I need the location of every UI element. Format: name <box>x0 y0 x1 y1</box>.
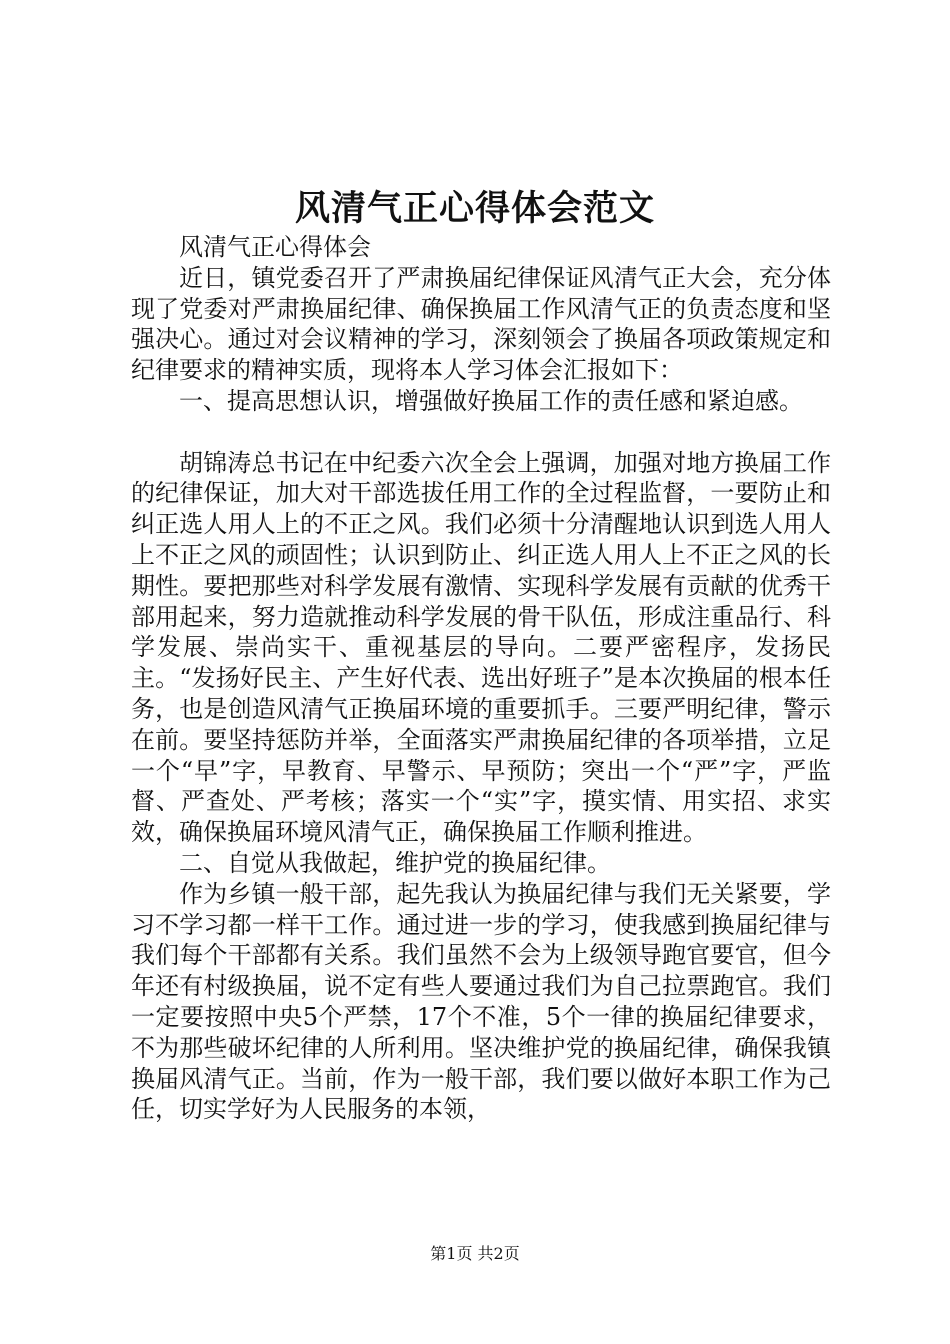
document-title: 风清气正心得体会范文 <box>294 188 655 229</box>
section-heading-1: 一、提高思想认识，增强做好换届工作的责任感和紧迫感。 <box>179 386 803 415</box>
subtitle-paragraph: 风清气正心得体会 <box>179 233 371 261</box>
section-1-paragraph: 胡锦涛总书记在中纪委六次全会上强调，加强对地方换届工作的纪律保证，加大对干部选拔任用工作的全过程监督，一要防止和纠正选人用人上的不正之风。我们必须十分清醒地认识到选人用人上不正之风的顽固性；认识到防止、纠正选人用人上不正之风的长期性。要把那些对科学发展有激情、实现科学发展有贡献的优秀干部用起来，努力造就推动科学发展的骨干队伍，形成注重品行、科学发展、崇尚实干、重视基层的导向。二要严密程序，发扬民主。“发扬好民主、产生好代表、选出好班子”是本次换届的根本任务，也是创造风清气正换届环境的重要抓手。三要严明纪律，警示在前。要坚持惩防并举，全面落实严肃换届纪律的各项举措，立足一个“早”字，早教育、早警示、早预防；突出一个“严”字，严监督、严查处、严考核；落实一个“实”字，摸实情、用实招、求实效，确保换届环境风清气正，确保换届工作顺利推进。 <box>131 448 831 847</box>
document-body <box>131 232 831 1125</box>
section-heading-2: 二、自觉从我做起，维护党的换届纪律。 <box>179 848 611 877</box>
page-footer: 第1页 共2页 <box>430 1244 520 1263</box>
blank-line <box>131 417 831 448</box>
intro-paragraph: 近日，镇党委召开了严肃换届纪律保证风清气正大会，充分体现了党委对严肃换届纪律、确保换届工作风清气正的负责态度和坚强决心。通过对会议精神的学习，深刻领会了换届各项政策规定和纪律要求的精神实质，现将本人学习体会汇报如下： <box>131 263 831 385</box>
section-2-paragraph: 作为乡镇一般干部，起先我认为换届纪律与我们无关紧要，学习不学习都一样干工作。通过进一步的学习，使我感到换届纪律与我们每个干部都有关系。我们虽然不会为上级领导跑官要官，但今年还有村级换届，说不定有些人要通过我们为自己拉票跑官。我们一定要按照中央5个严禁，17个不准，5个一律的换届纪律要求，不为那些破坏纪律的人所利用。坚决维护党的换届纪律，确保我镇换届风清气正。当前，作为一般干部，我们要以做好本职工作为己任，切实学好为人民服务的本领， <box>131 879 831 1124</box>
